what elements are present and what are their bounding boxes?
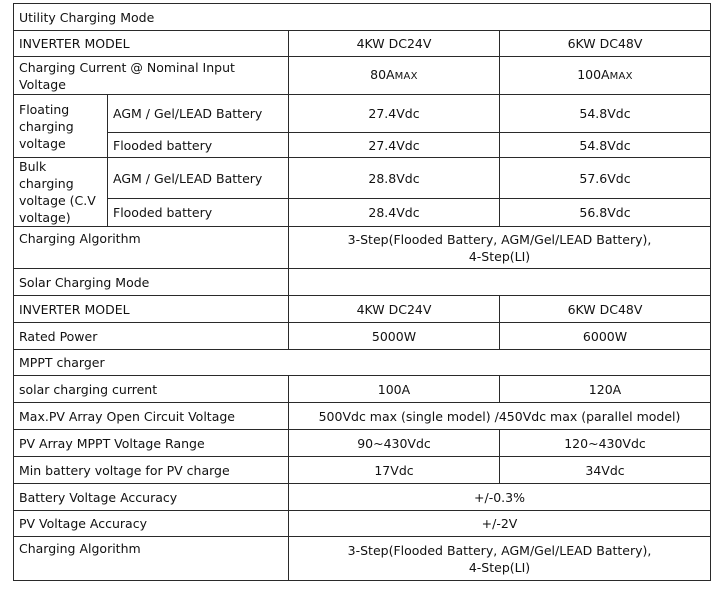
bulk-agm-a: 28.8Vdc [289, 158, 500, 199]
charging-current-b [500, 57, 711, 95]
solar-current-a: 100A [289, 376, 500, 403]
mppt-charger-title: MPPT charger [14, 350, 711, 376]
table-row [14, 376, 711, 403]
floating-agm-a: 27.4Vdc [289, 95, 500, 133]
table-row [14, 350, 711, 376]
charging-spec-table [13, 3, 711, 581]
utility-model-a: 4KW DC24V [289, 31, 500, 57]
mppt-range-label: PV Array MPPT Voltage Range [14, 430, 289, 457]
solar-section-blank [289, 269, 711, 296]
mppt-range-b: 120~430Vdc [500, 430, 711, 457]
table-row [14, 457, 711, 484]
table-row [14, 296, 711, 323]
solar-inverter-model-label: INVERTER MODEL [14, 296, 289, 323]
table-row [14, 323, 711, 350]
utility-inverter-model-label: INVERTER MODEL [14, 31, 289, 57]
floating-voltage-label: Floating charging voltage [14, 95, 108, 158]
table-row [14, 484, 711, 511]
solar-algorithm-label: Charging Algorithm [14, 537, 289, 581]
utility-algorithm-line1: 3-Step(Flooded Battery, AGM/Gel/LEAD Battery), [347, 231, 652, 247]
rated-power-label: Rated Power [14, 323, 289, 350]
bulk-agm-label: AGM / Gel/LEAD Battery [108, 158, 289, 199]
solar-section-title: Solar Charging Mode [14, 269, 289, 296]
bulk-agm-b: 57.6Vdc [500, 158, 711, 199]
table-row [14, 158, 711, 199]
solar-algorithm-line2: 4-Step(LI) [468, 559, 531, 575]
charging-current-a [289, 57, 500, 95]
floating-flooded-label: Flooded battery [108, 133, 289, 158]
pv-accuracy-value: +/-2V [289, 511, 711, 537]
table-row [14, 4, 711, 31]
clipped-heading-text [18, 0, 169, 2]
solar-algorithm-line1: 3-Step(Flooded Battery, AGM/Gel/LEAD Battery), [347, 542, 652, 558]
bulk-voltage-label: Bulk charging voltage (C.V voltage) [14, 158, 108, 227]
utility-algorithm-value [289, 227, 711, 269]
charging-current-a-value: 80A [370, 67, 395, 82]
floating-flooded-b: 54.8Vdc [500, 133, 711, 158]
open-circuit-value: 500Vdc max (single model) /450Vdc max (parallel model) [289, 403, 711, 430]
bulk-flooded-a: 28.4Vdc [289, 199, 500, 227]
min-battery-a: 17Vdc [289, 457, 500, 484]
table-row [14, 199, 711, 227]
utility-model-b: 6KW DC48V [500, 31, 711, 57]
table-row [14, 95, 711, 133]
utility-algorithm-line2: 4-Step(LI) [468, 248, 531, 264]
floating-flooded-a: 27.4Vdc [289, 133, 500, 158]
rated-power-b: 6000W [500, 323, 711, 350]
floating-agm-b: 54.8Vdc [500, 95, 711, 133]
utility-section-title: Utility Charging Mode [14, 4, 711, 31]
open-circuit-label: Max.PV Array Open Circuit Voltage [14, 403, 289, 430]
battery-accuracy-label: Battery Voltage Accuracy [14, 484, 289, 511]
mppt-range-a: 90~430Vdc [289, 430, 500, 457]
table-row [14, 403, 711, 430]
table-row [14, 31, 711, 57]
bulk-flooded-label: Flooded battery [108, 199, 289, 227]
solar-algorithm-value [289, 537, 711, 581]
min-battery-b: 34Vdc [500, 457, 711, 484]
floating-agm-label: AGM / Gel/LEAD Battery [108, 95, 289, 133]
clipped-heading [0, 0, 720, 2]
charging-current-label: Charging Current @ Nominal Input Voltage [14, 57, 289, 95]
table-row [14, 430, 711, 457]
utility-algorithm-label: Charging Algorithm [14, 227, 289, 269]
max-suffix: MAX [609, 71, 633, 82]
table-row [14, 133, 711, 158]
charging-current-b-value: 100A [577, 67, 610, 82]
solar-current-b: 120A [500, 376, 711, 403]
max-suffix: MAX [394, 71, 418, 82]
bulk-flooded-b: 56.8Vdc [500, 199, 711, 227]
solar-model-a: 4KW DC24V [289, 296, 500, 323]
table-row [14, 227, 711, 269]
table-row [14, 57, 711, 95]
table-row [14, 537, 711, 581]
solar-current-label: solar charging current [14, 376, 289, 403]
rated-power-a: 5000W [289, 323, 500, 350]
min-battery-label: Min battery voltage for PV charge [14, 457, 289, 484]
battery-accuracy-value: +/-0.3% [289, 484, 711, 511]
table-row [14, 511, 711, 537]
solar-model-b: 6KW DC48V [500, 296, 711, 323]
pv-accuracy-label: PV Voltage Accuracy [14, 511, 289, 537]
table-row [14, 269, 711, 296]
